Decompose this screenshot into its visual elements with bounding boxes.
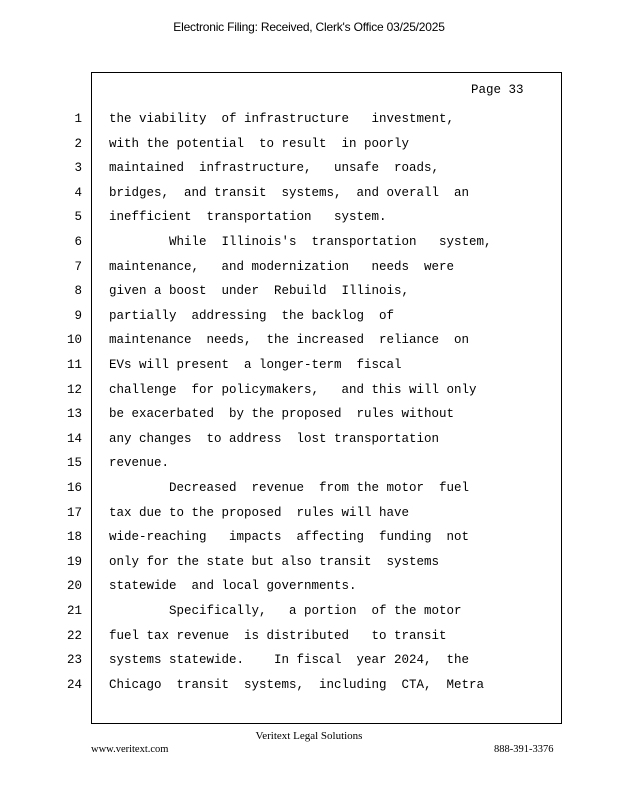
footer-website: www.veritext.com (91, 744, 169, 755)
transcript-line (0, 555, 618, 575)
line-number: 13 (66, 407, 82, 422)
line-number: 4 (74, 185, 82, 200)
transcript-line (0, 112, 618, 132)
transcript-line (0, 530, 618, 550)
transcript-line (0, 407, 618, 427)
transcript-line (0, 161, 618, 181)
line-text: given a boost under Rebuild Illinois, (109, 284, 410, 299)
line-number: 7 (74, 259, 82, 274)
line-number: 10 (66, 333, 82, 348)
line-text: with the potential to result in poorly (109, 136, 410, 151)
line-text: only for the state but also transit systems (109, 554, 440, 569)
transcript-line (0, 678, 618, 698)
transcript-line (0, 309, 618, 329)
line-text: EVs will present a longer-term fiscal (109, 358, 402, 372)
line-text: bridges, and transit systems, and overall an (109, 185, 470, 200)
transcript-line (0, 333, 618, 353)
line-text: Decreased revenue from the motor fuel (109, 481, 470, 495)
transcript-line (0, 210, 618, 230)
filing-header: Electronic Filing: Received, Clerk's Office 03/25/2025 (173, 20, 445, 34)
transcript-line (0, 506, 618, 526)
line-number: 16 (66, 481, 82, 495)
line-number: 5 (74, 210, 82, 225)
line-text: inefficient transportation system. (109, 210, 387, 225)
line-number: 1 (74, 112, 82, 126)
line-text: wide-reaching impacts affecting funding not (109, 530, 470, 545)
line-text: the viability of infrastructure investment, (109, 112, 455, 126)
line-number: 14 (66, 431, 82, 446)
line-number: 19 (66, 554, 82, 569)
line-text: systems statewide. In fiscal year 2024, the (109, 653, 470, 668)
line-text: maintenance needs, the increased reliance on (109, 333, 470, 348)
line-text: tax due to the proposed rules will have (109, 505, 410, 520)
transcript-line (0, 383, 618, 403)
line-text: maintained infrastructure, unsafe roads, (109, 161, 440, 176)
line-text: be exacerbated by the proposed rules without (109, 407, 455, 422)
line-number: 24 (66, 677, 82, 692)
footer-company: Veritext Legal Solutions (255, 730, 363, 742)
line-number: 11 (66, 358, 82, 372)
line-text: Specifically, a portion of the motor (109, 604, 462, 618)
transcript-line (0, 456, 618, 476)
footer-phone: 888-391-3376 (494, 744, 554, 755)
line-text: While Illinois's transportation system, (109, 235, 492, 249)
line-number: 18 (66, 530, 82, 545)
transcript-line (0, 629, 618, 649)
transcript-line (0, 358, 618, 378)
transcript-line (0, 653, 618, 673)
line-number: 15 (66, 456, 82, 471)
transcript-line (0, 432, 618, 452)
line-number: 9 (74, 308, 82, 323)
transcript-line (0, 604, 618, 624)
line-number: 6 (74, 235, 82, 249)
line-number: 20 (66, 579, 82, 594)
line-text: any changes to address lost transportation (109, 431, 440, 446)
line-number: 22 (66, 628, 82, 643)
transcript-line (0, 579, 618, 599)
line-number: 8 (74, 284, 82, 299)
line-text: Chicago transit systems, including CTA, Metra (109, 677, 485, 692)
transcript-line (0, 481, 618, 501)
line-number: 2 (74, 136, 82, 151)
line-text: partially addressing the backlog of (109, 308, 395, 323)
line-number: 23 (66, 653, 82, 668)
line-number: 3 (74, 161, 82, 176)
transcript-line (0, 284, 618, 304)
line-text: maintenance, and modernization needs were (109, 259, 455, 274)
line-text: fuel tax revenue is distributed to transit (109, 628, 447, 643)
line-text: challenge for policymakers, and this will only (109, 382, 477, 397)
line-text: statewide and local governments. (109, 579, 357, 594)
transcript-line (0, 260, 618, 280)
transcript-line (0, 137, 618, 157)
transcript-line (0, 235, 618, 255)
line-number: 17 (66, 505, 82, 520)
transcript-line (0, 186, 618, 206)
line-text: revenue. (109, 456, 170, 471)
page-number: Page 33 (471, 83, 524, 97)
line-number: 21 (66, 604, 82, 618)
line-number: 12 (66, 382, 82, 397)
